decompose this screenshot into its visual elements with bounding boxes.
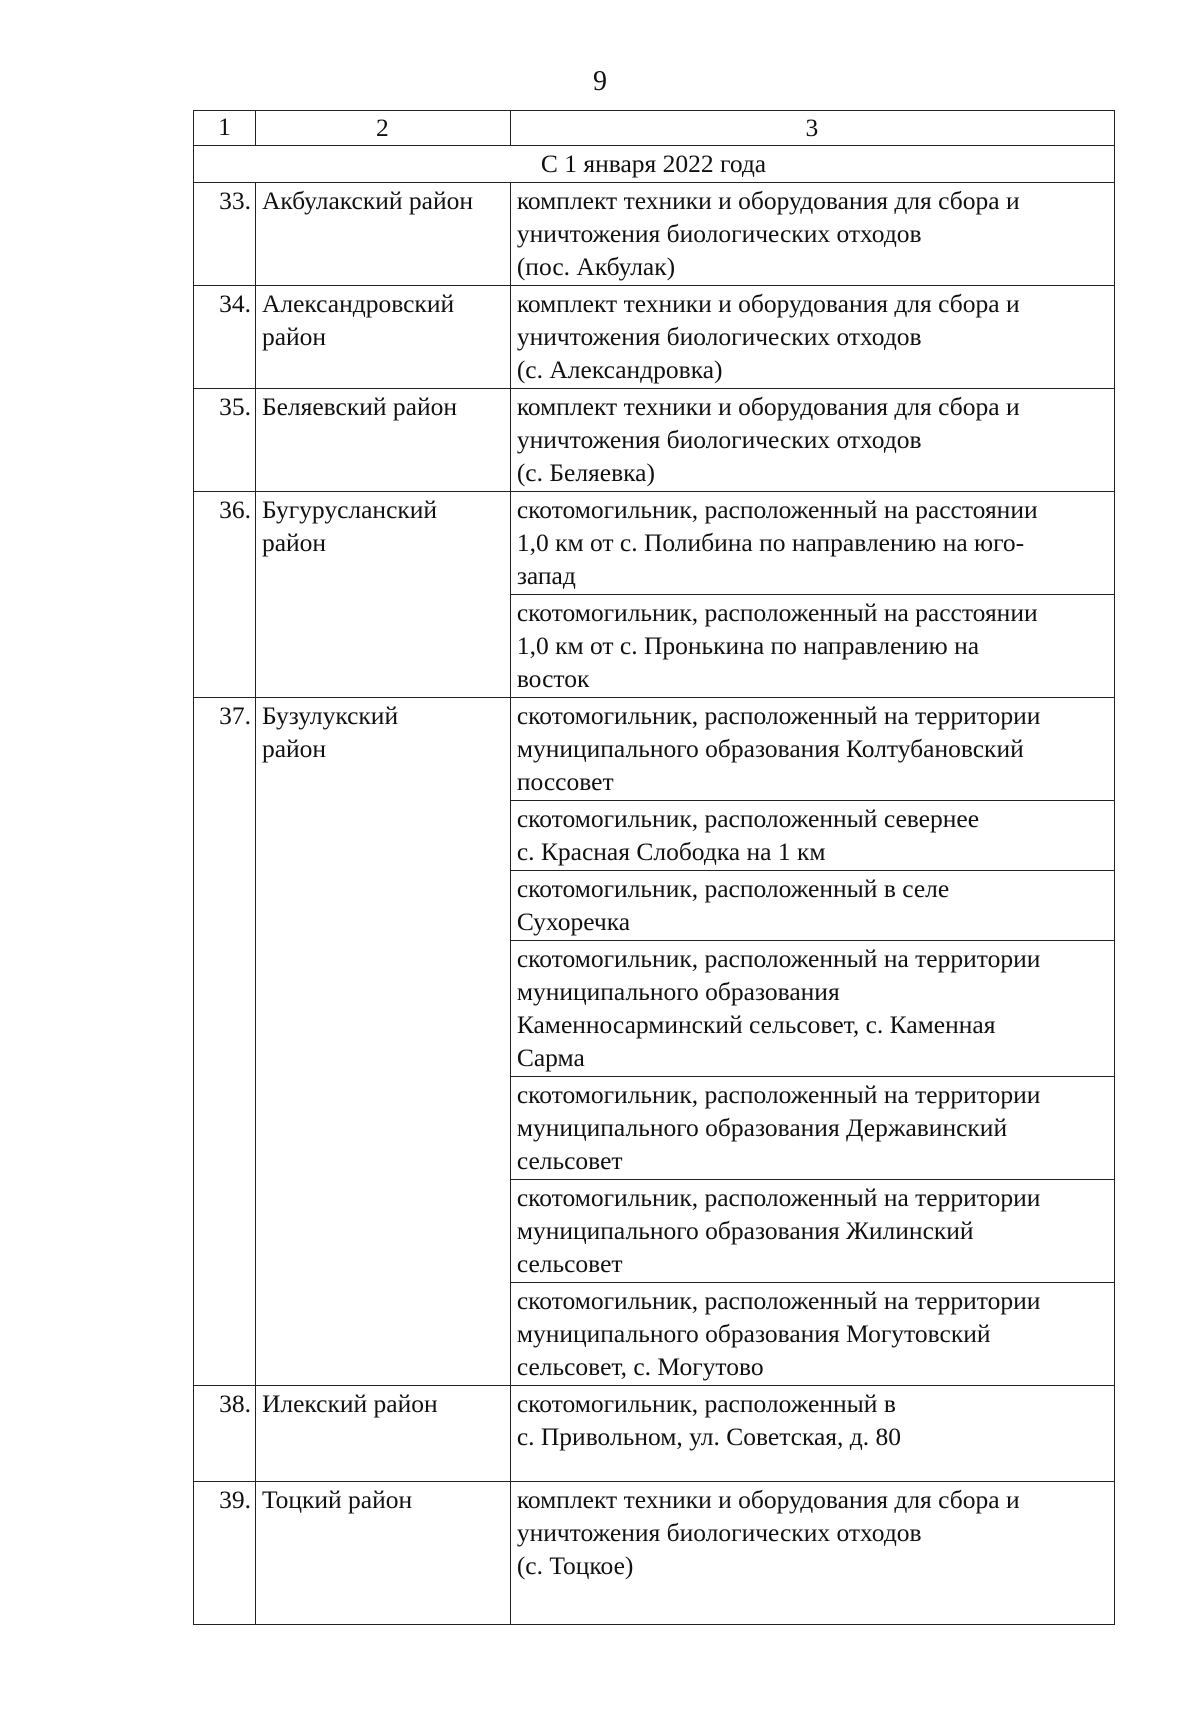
description-line: скотомогильник, расположенный на территории — [516, 1080, 1041, 1109]
description-line: Каменносарминский сельсовет, с. Каменная — [516, 1010, 996, 1039]
description-line: с. Привольном, ул. Советская, д. 80 — [516, 1422, 901, 1451]
header-col-1: 1 — [194, 111, 256, 146]
district-name — [255, 698, 510, 1386]
table-row — [194, 1386, 1115, 1482]
row-number: 39. — [194, 1482, 256, 1625]
facility-description — [510, 1482, 1114, 1625]
facility-description — [510, 1180, 1114, 1283]
description-line: (с. Беляевка) — [516, 458, 655, 487]
district-line: Илекский район — [261, 1389, 438, 1418]
description-line: скотомогильник, расположенный на расстоянии — [516, 598, 1038, 627]
description-line: сельсовет — [516, 1249, 623, 1278]
row-number: 35. — [194, 389, 256, 492]
header-col-2: 2 — [255, 111, 510, 146]
facility-description — [510, 389, 1114, 492]
description-line: уничтожения биологических отходов — [516, 425, 922, 454]
district-line: Тоцкий район — [261, 1485, 413, 1514]
description-line: Сухоречка — [516, 907, 631, 936]
district-name — [255, 183, 510, 286]
description-line: скотомогильник, расположенный в селе — [516, 874, 950, 903]
page-number: 9 — [593, 66, 607, 97]
district-line: Акбулакский район — [261, 186, 474, 215]
description-line: муниципального образования Державинский — [516, 1113, 1008, 1142]
description-line: скотомогильник, расположенный на расстоянии — [516, 495, 1038, 524]
facility-description — [510, 1077, 1114, 1180]
district-name — [255, 286, 510, 389]
row-number: 38. — [194, 1386, 256, 1482]
description-line: скотомогильник, расположенный на территории — [516, 701, 1041, 730]
districts-table — [193, 110, 1115, 1625]
description-line: скотомогильник, расположенный севернее — [516, 804, 980, 833]
facility-description — [510, 492, 1114, 595]
description-line: (с. Александровка) — [516, 355, 723, 384]
table-row — [194, 286, 1115, 389]
header-row — [194, 111, 1115, 146]
facility-description — [510, 801, 1114, 871]
facility-description — [510, 1386, 1114, 1482]
section-title: С 1 января 2022 года — [194, 146, 1115, 183]
table-row — [194, 492, 1115, 595]
description-line: комплект техники и оборудования для сбора и — [516, 1485, 1020, 1514]
description-line: скотомогильник, расположенный на территории — [516, 1183, 1041, 1212]
description-line: муниципального образования Жилинский — [516, 1216, 974, 1245]
district-line: район — [261, 322, 327, 351]
description-line: уничтожения биологических отходов — [516, 322, 922, 351]
district-name — [255, 389, 510, 492]
row-number: 33. — [194, 183, 256, 286]
description-line: муниципального образования — [516, 977, 840, 1006]
district-line: район — [261, 528, 327, 557]
district-line: район — [261, 734, 327, 763]
description-line: сельсовет, с. Могутово — [516, 1352, 764, 1381]
row-number: 37. — [194, 698, 256, 1386]
district-line: Бузулукский — [261, 701, 399, 730]
description-line: комплект техники и оборудования для сбора и — [516, 289, 1020, 318]
description-line: Сарма — [516, 1043, 585, 1072]
description-line: уничтожения биологических отходов — [516, 1518, 922, 1547]
description-line: с. Красная Слободка на 1 км — [516, 837, 826, 866]
facility-description — [510, 183, 1114, 286]
description-line: 1,0 км от с. Пронькина по направлению на — [516, 631, 980, 660]
section-row — [194, 146, 1115, 183]
district-name — [255, 1386, 510, 1482]
table-row — [194, 698, 1115, 801]
facility-description — [510, 698, 1114, 801]
description-line: муниципального образования Могутовский — [516, 1319, 991, 1348]
description-line: (пос. Акбулак) — [516, 252, 676, 281]
facility-description — [510, 941, 1114, 1077]
facility-description — [510, 1283, 1114, 1386]
district-line: Александровский — [261, 289, 455, 318]
description-line: скотомогильник, расположенный на территории — [516, 944, 1041, 973]
row-number: 34. — [194, 286, 256, 389]
description-line: скотомогильник, расположенный в — [516, 1389, 896, 1418]
table-row — [194, 183, 1115, 286]
district-line: Беляевский район — [261, 392, 458, 421]
description-line: комплект техники и оборудования для сбора и — [516, 392, 1020, 421]
header-col-3: 3 — [510, 111, 1114, 146]
description-line: восток — [516, 664, 590, 693]
description-line: 1,0 км от с. Полибина по направлению на юго- — [516, 528, 1025, 557]
description-line: комплект техники и оборудования для сбора и — [516, 186, 1020, 215]
description-line: запад — [516, 561, 576, 590]
description-line: скотомогильник, расположенный на территории — [516, 1286, 1041, 1315]
description-line: уничтожения биологических отходов — [516, 219, 922, 248]
description-line: поссовет — [516, 767, 614, 796]
facility-description — [510, 871, 1114, 941]
facility-description — [510, 595, 1114, 698]
description-line: (с. Тоцкое) — [516, 1551, 634, 1580]
table-row — [194, 389, 1115, 492]
description-line: муниципального образования Колтубановский — [516, 734, 1024, 763]
facility-description — [510, 286, 1114, 389]
table-row — [194, 1482, 1115, 1625]
description-line: сельсовет — [516, 1146, 623, 1175]
district-name — [255, 492, 510, 698]
district-line: Бугурусланский — [261, 495, 438, 524]
row-number: 36. — [194, 492, 256, 698]
district-name — [255, 1482, 510, 1625]
